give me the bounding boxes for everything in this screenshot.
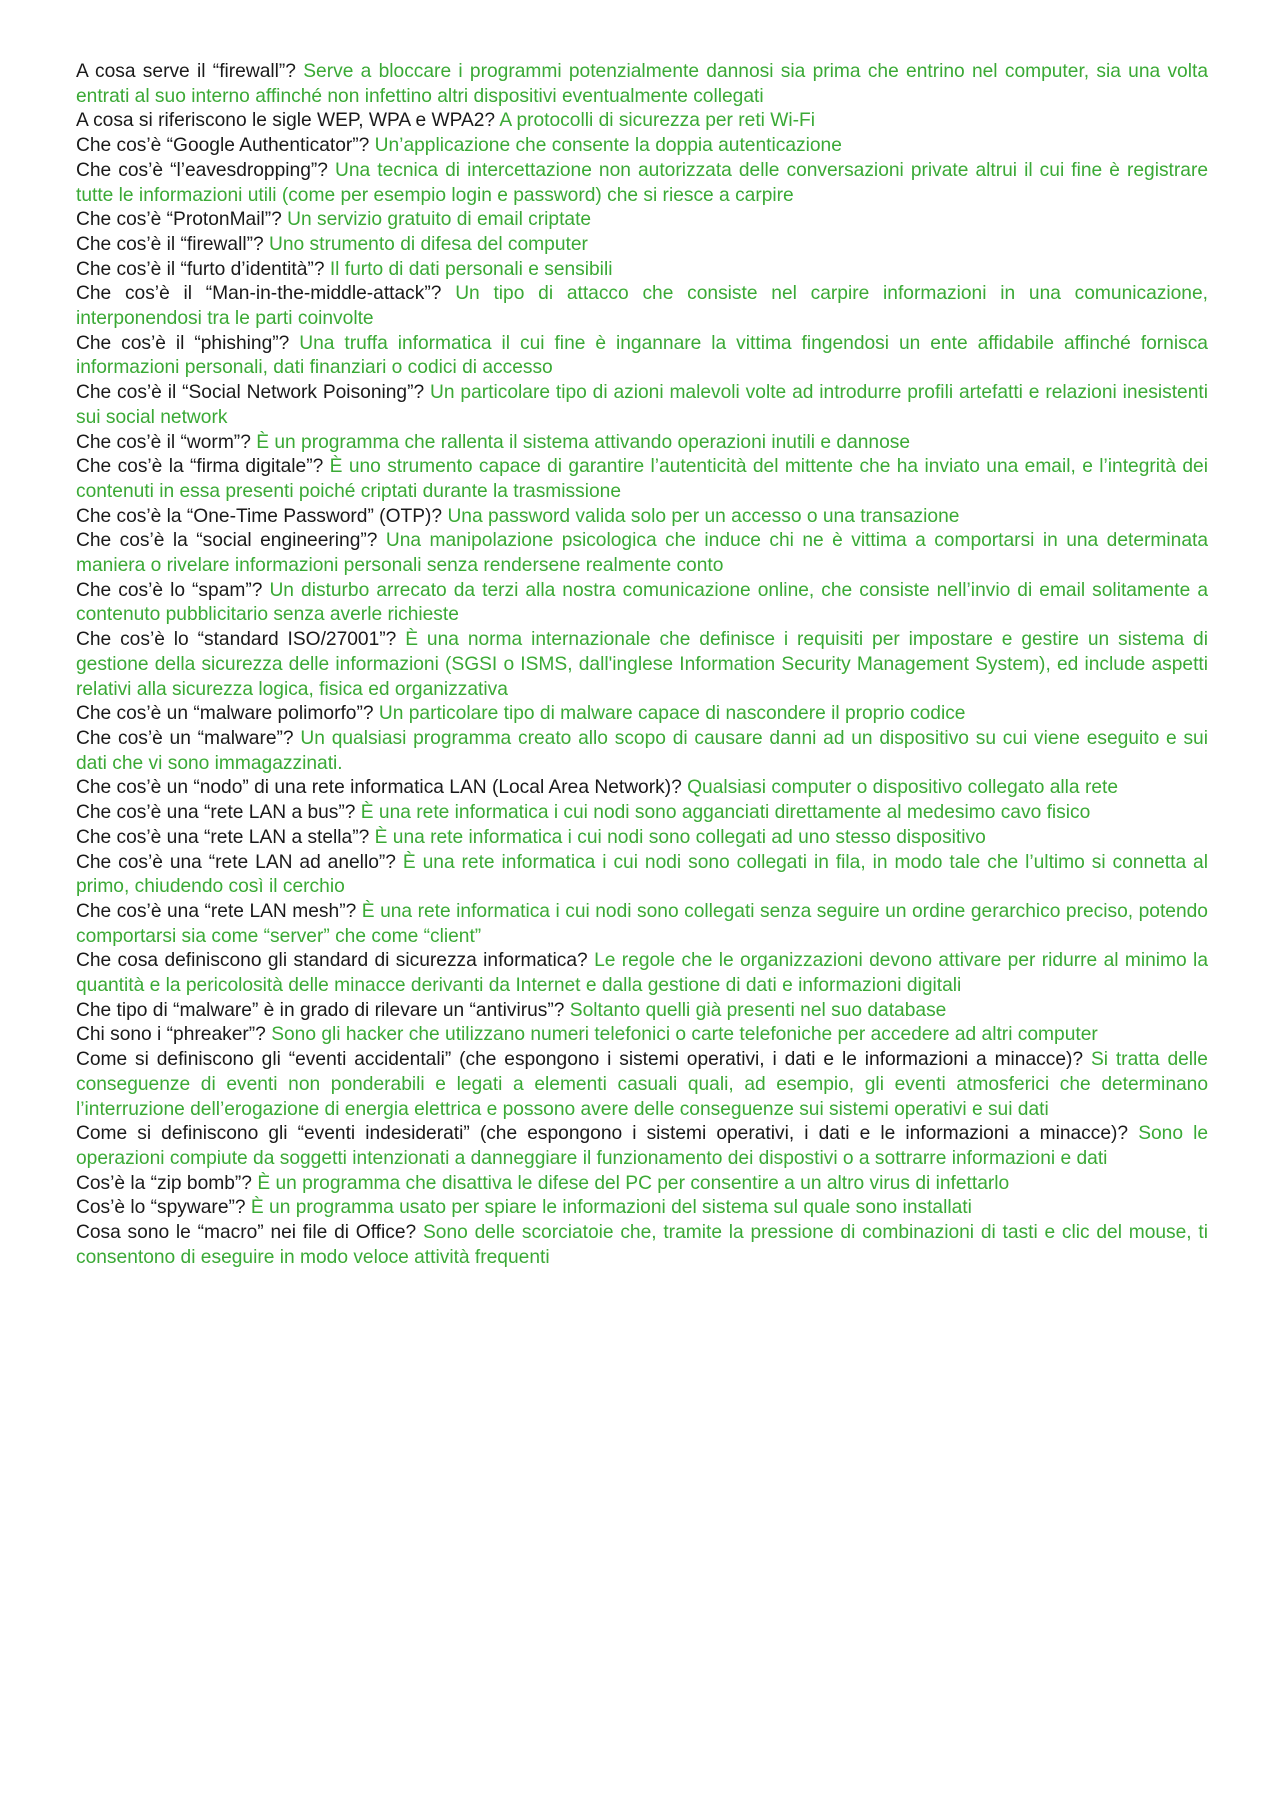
answer: È una norma internazionale che definisce i requisiti per impostare e gestire un sistema di gestione della sicurezza delle informazioni (SGSI o ISMS, dall'inglese Information Security Management System), ed include aspetti relativi alla sicurezza logica, fisica ed organizzativa [76,629,1208,700]
qa-item [76,1221,1208,1270]
qa-item [76,134,1208,159]
question: Che cos’è “ProtonMail”? [76,209,282,231]
question: Come si definiscono gli “eventi accidentali” (che espongono i sistemi operativi, i dati e le informazioni a minacce)? [76,1049,1084,1071]
question: Che cos’è il “firewall”? [76,233,264,255]
question: Che cos’è una “rete LAN a bus”? [76,802,356,824]
question: A cosa si riferiscono le sigle WEP, WPA e WPA2? [76,110,496,132]
qa-item [76,949,1208,998]
qa-item [76,579,1208,628]
question: Che cos’è il “Man-in-the-middle-attack”? [76,283,442,305]
question: Che cos’è la “social engineering”? [76,530,378,552]
question: Che cos’è la “One-Time Password” (OTP)? [76,505,443,527]
answer: Si tratta delle conseguenze di eventi non ponderabili e legati a elementi casuali quali, ad esempio, gli eventi atmosferici che determinano l’interruzione dell’erogazione di energia elettrica e possono avere delle conseguenze sui sistemi operativi e sui dati [76,1049,1208,1120]
answer: È un programma usato per spiare le informazioni del sistema sul quale sono installati [250,1197,972,1219]
qa-item [76,999,1208,1024]
qa-item [76,159,1208,208]
question: Come si definiscono gli “eventi indesiderati” (che espongono i sistemi operativi, i dati e le informazioni a minacce)? [76,1123,1129,1145]
answer: È un programma che rallenta il sistema attivando operazioni inutili e dannose [256,431,911,453]
qa-item [76,826,1208,851]
question: Che cos’è una “rete LAN ad anello”? [76,851,396,873]
qa-item [76,455,1208,504]
qa-item [76,900,1208,949]
answer: È una rete informatica i cui nodi sono collegati in fila, in modo tale che l’ultimo si connetta al primo, chiudendo così il cerchio [76,851,1208,898]
question: Che cos’è un “nodo” di una rete informatica LAN (Local Area Network)? [76,777,682,799]
answer: Sono delle scorciatoie che, tramite la pressione di combinazioni di tasti e clic del mouse, ti consentono di eseguire in modo veloce attività frequenti [76,1222,1208,1268]
answer: Il furto di dati personali e sensibili [329,258,613,280]
question: Chi sono i “phreaker”? [76,1024,266,1046]
qa-item [76,628,1208,702]
qa-item [76,1048,1208,1122]
question: Che cos’è il “furto d’identità”? [76,258,325,280]
question: Che cos’è “l’eavesdropping”? [76,159,328,181]
question: Che cos’è il “phishing”? [76,332,290,354]
qa-item [76,1023,1208,1048]
question: Che tipo di “malware” è in grado di rilevare un “antivirus”? [76,999,565,1021]
question: Che cos’è un “malware”? [76,727,294,749]
answer: Un’applicazione che consente la doppia autenticazione [374,135,842,157]
qa-document [76,60,1208,1270]
answer: È una rete informatica i cui nodi sono collegati ad uno stesso dispositivo [374,826,986,848]
answer: È un programma che disattiva le difese del PC per consentire a un altro virus di infettarlo [257,1172,1010,1194]
qa-item [76,851,1208,900]
answer: Sono le operazioni compiute da soggetti intenzionati a danneggiare il funzionamento dei dispostivi o a sottrarre informazioni e dati [76,1123,1209,1169]
question: Che cos’è una “rete LAN mesh”? [76,900,357,922]
answer: Un servizio gratuito di email criptate [287,209,592,231]
question: A cosa serve il “firewall”? [76,61,296,82]
qa-item [76,529,1208,578]
answer: È uno strumento capace di garantire l’autenticità del mittente che ha inviato una email, e l’integrità dei contenuti in essa presenti poiché criptati durante la trasmissione [76,456,1208,502]
answer: Una tecnica di intercettazione non autorizzata delle conversazioni private altrui il cui fine è registrare tutte le informazioni utili (come per esempio login e password) che si riesce a carpire [76,159,1209,206]
question: Cos’è la “zip bomb”? [76,1172,252,1194]
answer: Un tipo di attacco che consiste nel carpire informazioni in una comunicazione, interponendosi tra le parti coinvolte [76,283,1208,330]
question: Che cos’è il “worm”? [76,431,251,453]
qa-item [76,431,1208,456]
qa-item [76,1172,1208,1197]
question: Cos’è lo “spyware”? [76,1197,246,1219]
qa-item [76,282,1208,331]
question: Che cos’è “Google Authenticator”? [76,135,370,157]
answer: Le regole che le organizzazioni devono attivare per ridurre al minimo la quantità e la pericolosità delle minacce derivanti da Internet e dalla gestione di dati e informazioni digitali [76,950,1208,997]
qa-item [76,505,1208,530]
qa-item [76,258,1208,283]
question: Che cos’è un “malware polimorfo”? [76,703,374,725]
answer: Un particolare tipo di malware capace di nascondere il proprio codice [378,703,966,725]
answer: Una truffa informatica il cui fine è ingannare la vittima fingendosi un ente affidabile affinché fornisca informazioni personali, dati finanziari o codici di accesso [76,332,1208,379]
answer: È una rete informatica i cui nodi sono agganciati direttamente al medesimo cavo fisico [360,802,1091,824]
question: Che cos’è la “firma digitale”? [76,456,324,478]
qa-item [76,1196,1208,1221]
qa-item [76,332,1208,381]
qa-item [76,801,1208,826]
answer: Un particolare tipo di azioni malevoli volte ad introdurre profili artefatti e relazioni inesistenti sui social network [76,382,1208,428]
qa-item [76,727,1208,776]
answer: Uno strumento di difesa del computer [269,233,588,255]
qa-item [76,233,1208,258]
question: Che cos’è lo “standard ISO/27001”? [76,629,397,651]
answer: Una password valida solo per un accesso o una transazione [447,505,960,527]
answer: Soltanto quelli già presenti nel suo database [569,999,947,1021]
answer: Qualsiasi computer o dispositivo collegato alla rete [687,777,1119,799]
qa-item [76,208,1208,233]
answer: Una manipolazione psicologica che induce chi ne è vittima a comportarsi in una determinata maniera o rivelare informazioni personali senza rendersene realmente conto [76,530,1208,577]
qa-item [76,702,1208,727]
answer: Sono gli hacker che utilizzano numeri telefonici o carte telefoniche per accedere ad altri computer [271,1024,1098,1046]
qa-item [76,60,1208,109]
question: Che cosa definiscono gli standard di sicurezza informatica? [76,950,588,972]
qa-item [76,109,1208,134]
qa-item [76,381,1208,430]
question: Cosa sono le “macro” nei file di Office? [76,1222,417,1244]
qa-item [76,776,1208,801]
question: Che cos’è una “rete LAN a stella”? [76,826,370,848]
question: Che cos’è lo “spam”? [76,579,263,601]
answer: Un qualsiasi programma creato allo scopo di causare danni ad un dispositivo su cui viene eseguito e sui dati che vi sono immagazzinati. [76,727,1208,774]
answer: A protocolli di sicurezza per reti Wi-Fi [499,110,815,132]
answer: È una rete informatica i cui nodi sono collegati senza seguire un ordine gerarchico preciso, potendo comportarsi sia come “server” che come “client” [76,900,1208,947]
answer: Serve a bloccare i programmi potenzialmente dannosi sia prima che entrino nel computer, sia una volta entrati al suo interno affinché non infettino altri dispositivi eventualmente collegati [76,61,1208,107]
answer: Un disturbo arrecato da terzi alla nostra comunicazione online, che consiste nell’invio di email solitamente a contenuto pubblicitario senza averle richieste [76,579,1208,626]
question: Che cos’è il “Social Network Poisoning”? [76,382,425,404]
qa-item [76,1122,1208,1171]
